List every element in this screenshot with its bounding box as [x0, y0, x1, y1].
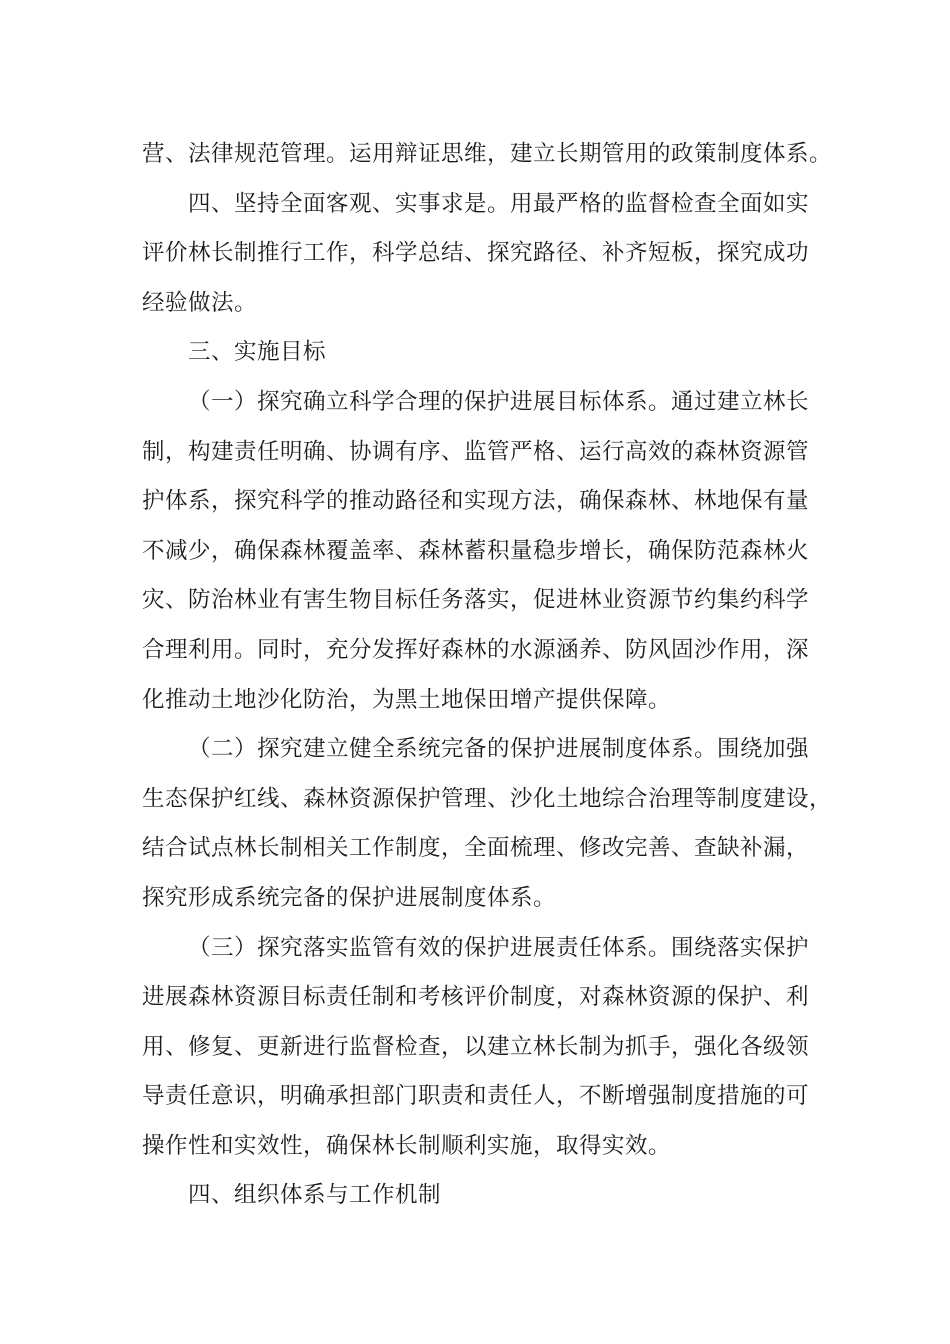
text-line: 化推动土地沙化防治，为黑土地保田增产提供保障。 [142, 686, 672, 713]
paragraph-goal-1 [142, 378, 832, 725]
paragraph-continuation [142, 130, 832, 180]
text-line: 评价林长制推行工作，科学总结、探究路径、补齐短板，探究成功 [142, 240, 810, 267]
text-line: 生态保护红线、森林资源保护管理、沙化土地综合治理等制度建设， [142, 785, 833, 812]
text-line: 不减少，确保森林覆盖率、森林蓄积量稳步增长，确保防范森林火 [142, 537, 810, 564]
document-body [142, 130, 832, 1221]
heading-line: 三、实施目标 [188, 339, 327, 366]
section-heading-implementation-goals [142, 328, 832, 378]
heading-line: 四、组织体系与工作机制 [188, 1182, 442, 1209]
text-line: 合理利用。同时，充分发挥好森林的水源涵养、防风固沙作用，深 [142, 636, 810, 663]
paragraph-principle-4 [142, 180, 832, 329]
text-line: 探究形成系统完备的保护进展制度体系。 [142, 884, 557, 911]
text-line: （二）探究建立健全系统完备的保护进展制度体系。围绕加强 [188, 736, 810, 763]
text-line: （一）探究确立科学合理的保护进展目标体系。通过建立林长 [188, 388, 810, 415]
text-line: 制，构建责任明确、协调有序、监管严格、运行高效的森林资源管 [142, 438, 810, 465]
paragraph-goal-3 [142, 924, 832, 1172]
text-line: 用、修复、更新进行监督检查，以建立林长制为抓手，强化各级领 [142, 1033, 810, 1060]
text-line: 灾、防治林业有害生物目标任务落实，促进林业资源节约集约科学 [142, 587, 810, 614]
text-line: 进展森林资源目标责任制和考核评价制度，对森林资源的保护、利 [142, 984, 810, 1011]
text-line: 四、坚持全面客观、实事求是。用最严格的监督检查全面如实 [188, 190, 810, 217]
text-line: 护体系，探究科学的推动路径和实现方法，确保森林、林地保有量 [142, 488, 810, 515]
text-line: （三）探究落实监管有效的保护进展责任体系。围绕落实保护 [188, 934, 810, 961]
text-line: 导责任意识，明确承担部门职责和责任人，不断增强制度措施的可 [142, 1083, 810, 1110]
section-heading-organization [142, 1171, 832, 1221]
text-line: 营、法律规范管理。运用辩证思维，建立长期管用的政策制度体系。 [142, 141, 833, 167]
text-line: 操作性和实效性，确保林长制顺利实施，取得实效。 [142, 1132, 672, 1159]
paragraph-goal-2 [142, 725, 832, 923]
text-line: 经验做法。 [142, 289, 258, 316]
text-line: 结合试点林长制相关工作制度，全面梳理、修改完善、查缺补漏， [142, 835, 810, 862]
